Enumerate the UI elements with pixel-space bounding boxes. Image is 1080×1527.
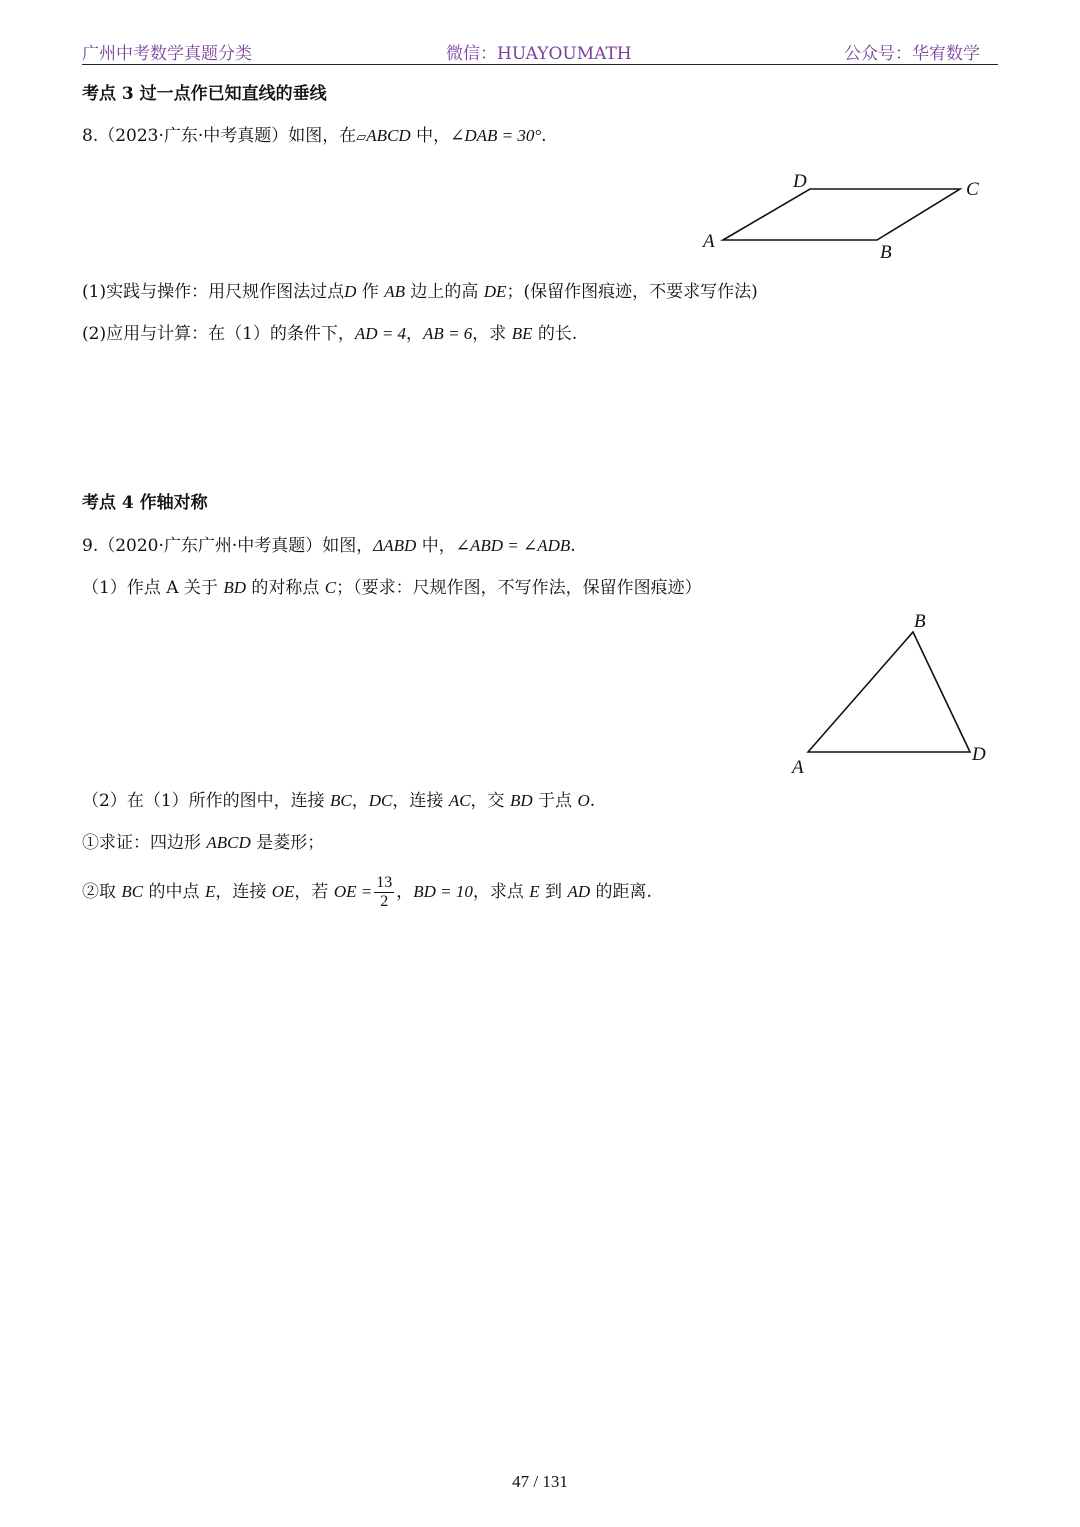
q9p2-text3: ，交 xyxy=(470,791,510,811)
q8-text: 中， xyxy=(410,126,451,146)
q9p1-text3: ；（要求：尺规作图，不写作法，保留作图痕迹） xyxy=(336,578,702,598)
q8p2-ad: AD = 4 xyxy=(354,324,407,343)
q9s1-text: ①求证：四边形 xyxy=(82,833,207,853)
label-b: B xyxy=(880,242,892,263)
question-9-part-1 xyxy=(82,576,702,600)
q9-text: 中， xyxy=(416,536,456,556)
page-header xyxy=(82,36,998,65)
question-9-part-2 xyxy=(82,789,595,813)
q9p2-ac: AC xyxy=(448,791,471,810)
parallelogram-symbol: ▱ xyxy=(356,130,367,145)
q9p1-text2: 的对称点 xyxy=(245,578,325,598)
q9p2-dc: DC xyxy=(368,791,393,810)
q8p1-d: D xyxy=(344,282,357,301)
question-8-part-1 xyxy=(82,280,758,304)
q9s2-text4: ，若 xyxy=(294,882,334,902)
q9-end: . xyxy=(570,536,576,556)
q8p1-text3: 边上的高 xyxy=(404,282,484,302)
q9p1-c: C xyxy=(324,578,337,597)
q9-source: 9.（2020·广东广州·中考真题）如图， xyxy=(82,536,374,556)
label-a: A xyxy=(703,231,715,252)
q9p2-text: （2）在（1）所作的图中，连接 xyxy=(82,791,331,811)
section-3-title: 考点 3 过一点作已知直线的垂线 xyxy=(82,84,327,104)
q9p2-text4: 于点 xyxy=(532,791,578,811)
q9s2-text7: 的距离. xyxy=(590,882,652,902)
q9p2-bd: BD xyxy=(509,791,533,810)
parallelogram-figure xyxy=(690,165,1000,270)
q8p2-sep: ， xyxy=(406,324,424,344)
page-number: 47 / 131 xyxy=(512,1472,568,1491)
q8p1-text: (1)实践与操作：用尺规作图法过点 xyxy=(82,282,345,302)
q9s1-abcd: ABCD xyxy=(206,833,251,852)
q8p1-ab: AB xyxy=(384,282,405,301)
q9s2-oe: OE xyxy=(271,882,295,901)
q9s2-sep: ， xyxy=(396,882,414,902)
fraction-numerator: 13 xyxy=(376,874,393,891)
q8p2-be: BE xyxy=(511,324,533,343)
q9s2-e: E xyxy=(204,882,216,901)
q8-end: . xyxy=(541,126,547,146)
q9p2-o: O xyxy=(577,791,590,810)
q8p2-text2: ，求 xyxy=(472,324,512,344)
question-9-stem xyxy=(82,534,576,558)
q8p1-de: DE xyxy=(483,282,507,301)
header-wechat: 微信：HUAYOUMATH xyxy=(446,44,632,64)
question-9-sub-2 xyxy=(82,870,652,914)
triangle-abd xyxy=(808,632,970,752)
q9s2-text3: ，连接 xyxy=(215,882,272,902)
label-c: C xyxy=(966,179,979,200)
q9s2-text: ②取 xyxy=(82,882,122,902)
q8-abcd: ABCD xyxy=(366,126,411,145)
q9p2-text2: ，连接 xyxy=(392,791,449,811)
question-8-stem xyxy=(82,124,547,150)
q9s2-text5: ，求点 xyxy=(472,882,530,902)
section-4-title: 考点 4 作轴对称 xyxy=(82,493,208,513)
triangle-figure xyxy=(780,605,1000,780)
q9p2-bc: BC xyxy=(330,791,352,810)
q9-triangle: ΔABD xyxy=(373,536,417,555)
fraction-denominator: 2 xyxy=(380,893,389,910)
q8p1-text2: 作 xyxy=(356,282,385,302)
q9s2-bc: BC xyxy=(121,882,144,901)
header-official-account: 公众号：华宥数学 xyxy=(844,44,980,64)
q9s1-text2: 是菱形； xyxy=(250,833,325,853)
q8-source: 8.（2023·广东·中考真题）如图，在 xyxy=(82,126,357,146)
q9-angle: ∠ABD = ∠ADB xyxy=(455,536,571,555)
label-a: A xyxy=(792,757,804,778)
q9s2-ad: AD xyxy=(567,882,591,901)
label-d: D xyxy=(972,744,986,765)
q8p1-text4: ；(保留作图痕迹，不要求写作法) xyxy=(506,282,758,302)
parallelogram-abcd xyxy=(723,189,960,240)
q9s2-e2: E xyxy=(529,882,540,901)
q8p2-text: (2)应用与计算：在（1）的条件下， xyxy=(82,324,355,344)
question-8-part-2 xyxy=(82,322,577,346)
question-9-sub-1 xyxy=(82,831,324,855)
q9s2-text2: 的中点 xyxy=(143,882,205,902)
header-left-title: 广州中考数学真题分类 xyxy=(82,44,252,64)
q9p2-sep: ， xyxy=(351,791,369,811)
fraction-13-over-2 xyxy=(374,874,394,911)
q9p1-bd: BD xyxy=(223,578,246,597)
label-d: D xyxy=(793,171,807,192)
q9s2-bd: BD = 10 xyxy=(413,882,473,901)
q9p1-text: （1）作点 A 关于 xyxy=(82,578,224,598)
label-b: B xyxy=(914,611,926,632)
q9s2-oe-eq: OE = xyxy=(333,882,373,901)
q9p2-end: . xyxy=(589,791,596,811)
q9s2-text6: 到 xyxy=(539,882,568,902)
q8p2-text3: 的长. xyxy=(532,324,578,344)
q8-angle: ∠DAB = 30° xyxy=(450,126,542,145)
q8p2-ab: AB = 6 xyxy=(423,324,473,343)
